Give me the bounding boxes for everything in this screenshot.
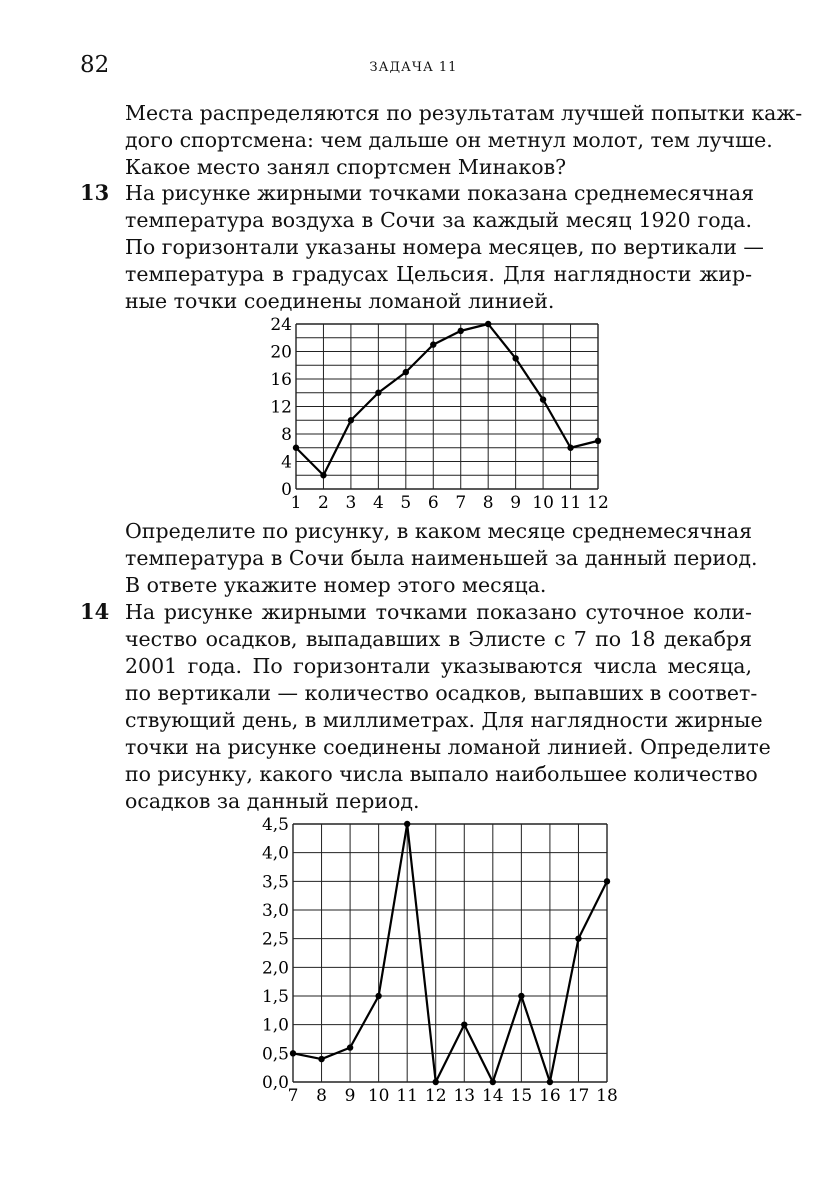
chart-2-x-tick-label: 14 bbox=[481, 1086, 504, 1106]
chart-2-x-tick-label: 10 bbox=[367, 1086, 390, 1106]
text-line: Места распределяются по результатам лучшей попытки каж- bbox=[125, 101, 803, 125]
chart-1-x-tick-label: 4 bbox=[372, 493, 384, 513]
text-line: По горизонтали указаны номера месяцев, по вертикали — bbox=[125, 235, 764, 259]
chart-2-y-tick-label: 0,5 bbox=[261, 1044, 289, 1065]
chart-2-y-tick-label: 3,5 bbox=[261, 872, 289, 893]
chart-1-x-tick-label: 11 bbox=[559, 493, 582, 513]
chart-1-y-tick-label: 8 bbox=[281, 425, 292, 445]
page-number: 82 bbox=[80, 52, 110, 78]
chart-1-y-tick-label: 20 bbox=[270, 342, 292, 363]
chart-2-y-tick-label: 2,5 bbox=[261, 929, 289, 950]
text-line: чество осадков, выпадавших в Элисте с 7 по 18 декабря bbox=[125, 627, 752, 651]
chart-2-x-tick-label: 16 bbox=[539, 1086, 561, 1106]
text-line: точки на рисунке соединены ломаной линией. Определите bbox=[125, 735, 771, 759]
chart-1-x-tick-label: 7 bbox=[455, 493, 467, 513]
chart-2-y-tick-label: 4,0 bbox=[261, 843, 289, 864]
chart-2-data-point bbox=[575, 935, 581, 941]
chart-2-data-point bbox=[547, 1079, 553, 1085]
chart-2-y-tick-label: 2,0 bbox=[261, 958, 289, 979]
chart-2-x-tick-label: 18 bbox=[596, 1086, 618, 1106]
question-number-13: 13 bbox=[80, 180, 110, 205]
chart-2-y-tick-label: 0,0 bbox=[261, 1073, 289, 1093]
text-line: Определите по рисунку, в каком месяце среднемесячная bbox=[125, 519, 752, 543]
chart-2-data-point bbox=[461, 1021, 467, 1027]
chart-2-y-tick-label: 1,0 bbox=[261, 1015, 289, 1036]
chart-2-x-tick-label: 12 bbox=[424, 1086, 447, 1106]
chart-2-x-tick-label: 11 bbox=[396, 1086, 419, 1106]
chart-1-x-tick-label: 2 bbox=[318, 493, 329, 513]
chart-2-series-line bbox=[293, 824, 607, 1082]
chart-2-data-point bbox=[318, 1056, 324, 1062]
chart-1-x-tick-label: 3 bbox=[345, 493, 357, 513]
chart-2-y-tick-label: 4,5 bbox=[261, 815, 289, 835]
chart-1-y-tick-label: 12 bbox=[270, 397, 292, 418]
chart-1-y-tick-label: 0 bbox=[281, 480, 292, 500]
chart-2-data-point bbox=[347, 1044, 353, 1050]
chart-2-y-tick-label: 3,0 bbox=[261, 901, 289, 921]
chart-2-data-point bbox=[490, 1079, 496, 1085]
chart-1-x-tick-label: 12 bbox=[587, 493, 609, 513]
chart-2-data-point bbox=[290, 1050, 296, 1056]
text-line: ствующий день, в миллиметрах. Для наглядности жирные bbox=[125, 708, 763, 732]
chart-1-x-tick-label: 8 bbox=[482, 493, 494, 513]
chart-2-data-point bbox=[518, 993, 524, 999]
running-header: ЗАДАЧА 11 bbox=[369, 60, 458, 75]
text-line: осадков за данный период. bbox=[125, 789, 420, 813]
chart-2-x-tick-label: 9 bbox=[344, 1086, 356, 1106]
chart-2-x-tick-label: 8 bbox=[316, 1086, 327, 1106]
chart-1-y-tick-label: 16 bbox=[270, 370, 292, 390]
chart-2-x-tick-label: 13 bbox=[453, 1086, 476, 1106]
chart-1-x-tick-label: 6 bbox=[427, 493, 439, 513]
chart-2-data-point bbox=[433, 1079, 439, 1085]
text-line: 2001 года. По горизонтали указываются числа месяца, bbox=[125, 654, 752, 678]
chart-2-x-tick-label: 17 bbox=[567, 1086, 590, 1106]
chart-2-data-point bbox=[375, 993, 381, 999]
text-line: На рисунке жирными точками показано суточное коли- bbox=[125, 600, 752, 624]
text-line: по вертикали — количество осадков, выпавших в соответ- bbox=[125, 681, 758, 705]
chart-2-data-point bbox=[404, 821, 410, 827]
text-line: В ответе укажите номер этого месяца. bbox=[125, 573, 547, 597]
chart-1-x-tick-label: 9 bbox=[510, 493, 522, 513]
text-line: Какое место занял спортсмен Минаков? bbox=[125, 155, 567, 179]
text-line: На рисунке жирными точками показана среднемесячная bbox=[125, 181, 755, 205]
chart-2-data-point bbox=[604, 878, 610, 884]
chart-1-y-tick-label: 24 bbox=[270, 315, 292, 335]
text-line: температура в Сочи была наименьшей за данный период. bbox=[125, 546, 758, 570]
text-line: дого спортсмена: чем дальше он метнул молот, тем лучше. bbox=[125, 128, 773, 152]
chart-1-x-tick-label: 5 bbox=[400, 493, 412, 513]
chart-1-x-tick-label: 1 bbox=[290, 493, 302, 513]
text-line: по рисунку, какого числа выпало наибольшее количество bbox=[125, 762, 758, 786]
chart-1-y-tick-label: 4 bbox=[281, 452, 292, 473]
chart-1-x-tick-label: 10 bbox=[532, 493, 554, 513]
chart-2-x-tick-label: 7 bbox=[287, 1086, 299, 1106]
question-number-14: 14 bbox=[80, 599, 110, 624]
text-line: температура воздуха в Сочи за каждый месяц 1920 года. bbox=[125, 208, 752, 232]
chart-2-x-tick-label: 15 bbox=[510, 1086, 533, 1106]
chart-2-y-tick-label: 1,5 bbox=[261, 987, 289, 1007]
text-line: температура в градусах Цельсия. Для наглядности жир- bbox=[125, 262, 752, 286]
text-line: ные точки соединены ломаной линией. bbox=[125, 289, 555, 313]
